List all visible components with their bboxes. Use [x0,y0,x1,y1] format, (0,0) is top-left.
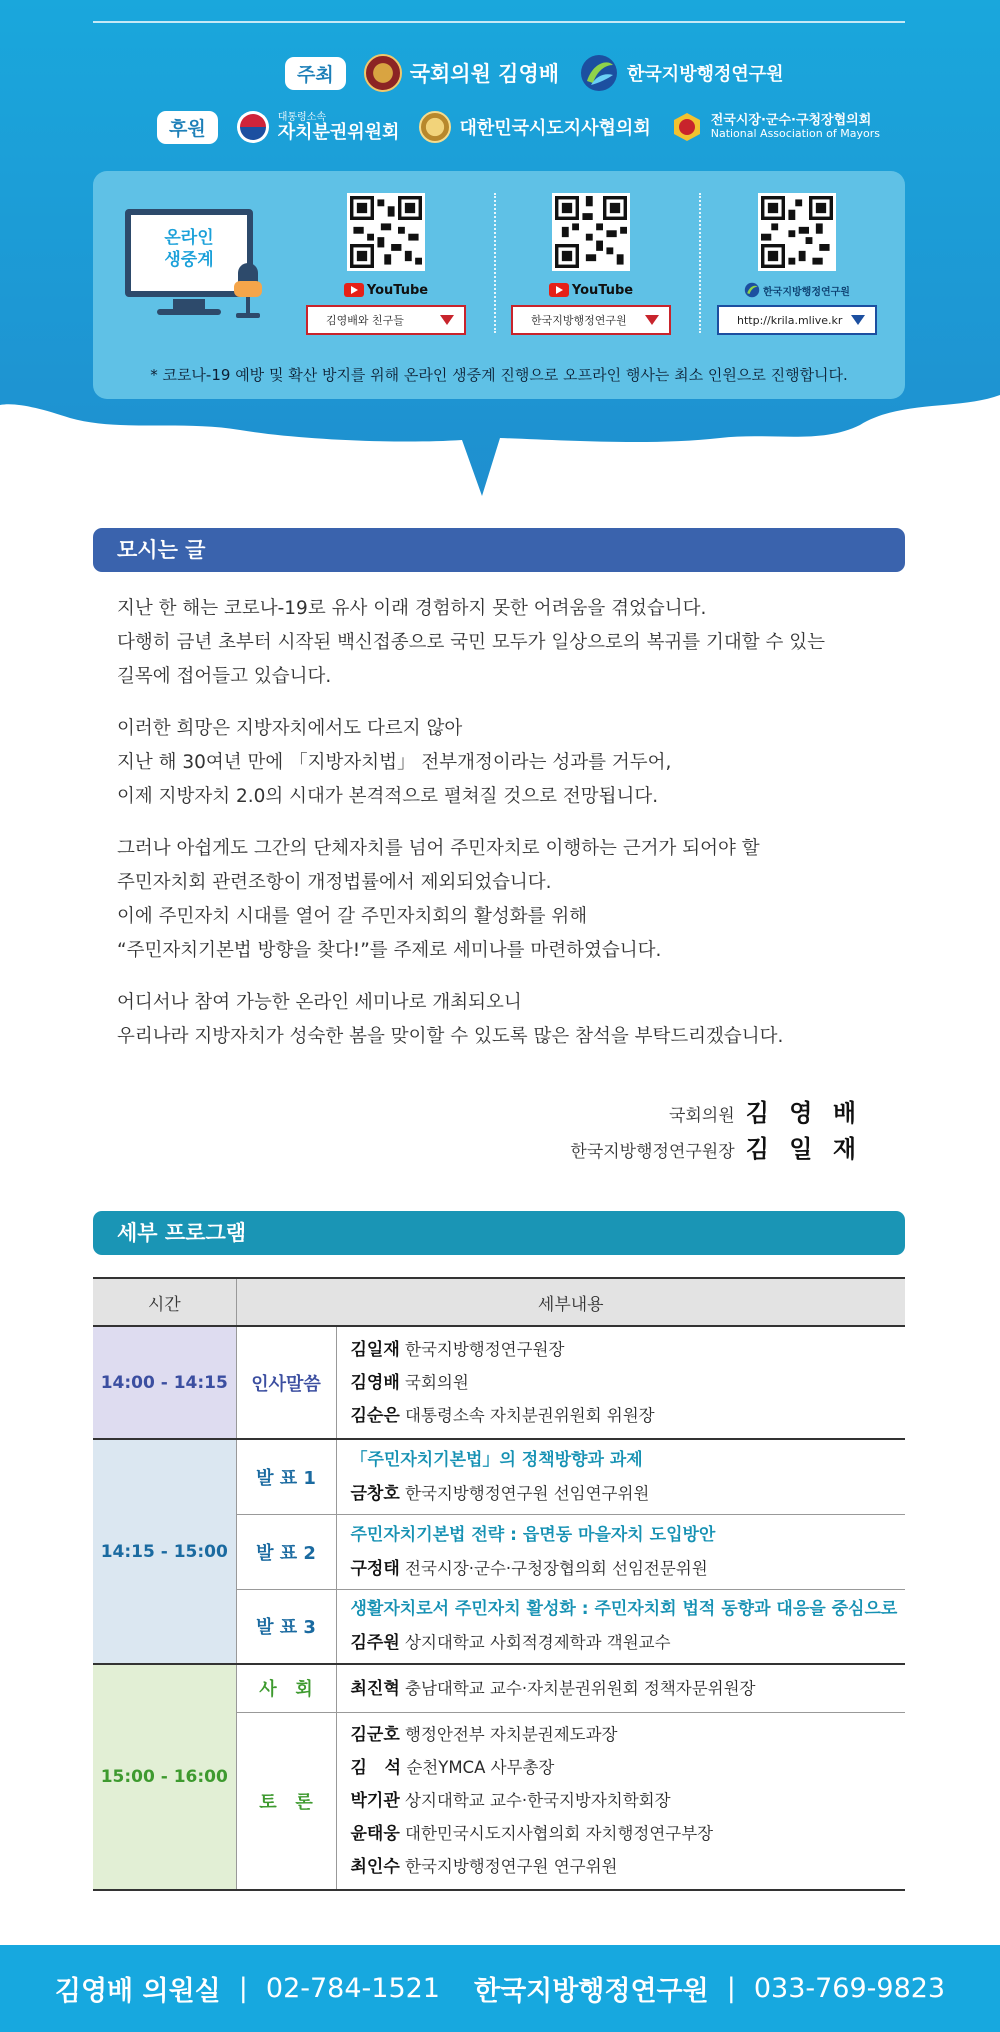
youtube-icon [344,283,364,297]
column-header-detail: 세부내용 [236,1278,905,1326]
time-cell: 15:00 - 16:00 [93,1664,236,1890]
invitation-paragraph: 그러나 아쉽게도 그간의 단체자치를 넘어 주민자치로 이행하는 근거가 되어야 할 주민자치회 관련조항이 개정법률에서 제외되었습니다. 이에 주민자치 시대를 열어 갈 주민자치회의 활성화를 위해 “주민자치기본법 방향을 찾다!”를 주제로 세미나를 마련하였습니다. [117,838,760,961]
program-heading: 세부 프로그램 [93,1211,905,1255]
host-krila: 한국지방행정연구원 [579,53,784,93]
session-detail: 생활자치로서 주민자치 활성화 : 주민자치회 법적 동향과 대응을 중심으로 김주원 상지대학교 사회적경제학과 객원교수 [336,1589,905,1664]
chevron-down-icon [440,315,454,325]
host-tag: 주최 [285,57,346,90]
online-live-monitor: 온라인 생중계 [125,209,253,297]
table-row [93,1326,905,1439]
signature-assemblyman: 국회의원 김 영 배 [668,1099,862,1127]
sponsor-committee: 대통령소속 자치분권위원회 [236,110,400,144]
time-cell: 14:00 - 14:15 [93,1326,236,1439]
sponsor-tag: 후원 [157,111,218,144]
channel-dropdown-1[interactable]: 김영배와 친구들 [306,305,466,335]
column-header-time: 시간 [93,1278,236,1326]
channel-krila-youtube: YouTube 한국지방행정연구원 [511,193,671,335]
chevron-down-icon [645,315,659,325]
session-detail: 김일재 한국지방행정연구원장 김영배 국회의원 김순은 대통령소속 자치분권위원회 위원장 [336,1326,905,1439]
sponsor-mayors: 전국시장·군수·구청장협의회 National Association of Mayors [671,111,880,143]
channel-dropdown-2[interactable]: 한국지방행정연구원 [511,305,671,335]
channel-krila-mlive: 한국지방행정연구원 http://krila.mlive.kr [717,193,877,335]
session-type: 발 표 1 [236,1439,336,1514]
table-header-row [93,1278,905,1326]
invitation-heading: 모시는 글 [93,528,905,572]
qr-code-icon[interactable] [347,193,425,271]
chevron-down-icon [851,315,865,325]
event-banner [0,0,1000,500]
session-type: 토 론 [236,1712,336,1890]
contact-phone-2[interactable]: 033-769-9823 [753,1973,946,2004]
youtube-icon [549,283,569,297]
host-assembly: 국회의원 김영배 [364,54,559,92]
session-type: 사 회 [236,1664,336,1712]
qr-code-icon[interactable] [552,193,630,271]
signature-institute-president: 한국지방행정연구원장 김 일 재 [570,1135,862,1163]
decentralization-committee-logo-icon [236,110,270,144]
program-table [93,1277,905,1891]
session-type: 발 표 2 [236,1514,336,1589]
contact-org-2: 한국지방행정연구원 [473,1976,709,2007]
invitation-letter [117,592,897,1072]
table-row [93,1664,905,1712]
host-row [285,52,804,94]
contact-org-1: 김영배 의원실 [54,1976,221,2007]
top-divider [93,21,905,23]
governors-association-logo-icon [419,111,451,143]
qr-code-icon[interactable] [758,193,836,271]
session-detail: 김군호 행정안전부 자치분권제도과장 김 석 순천YMCA 사무총장 박기관 상지대학교 교수·한국지방자치학회장 윤태웅 대한민국시도지사협의회 자치행정연구부장 최인수 한국지방행정연구원 연구위원 [336,1712,905,1890]
krila-logo-icon [744,282,760,298]
contact-footer: 김영배 의원실 | 02-784-1521 한국지방행정연구원 | 033-769-9823 [0,1945,1000,2032]
national-assembly-seal-icon [364,54,402,92]
time-cell: 14:15 - 15:00 [93,1439,236,1664]
krila-logo-icon [579,53,619,93]
table-row [93,1439,905,1514]
mayors-association-logo-icon [671,111,703,143]
invitation-paragraph: 지난 한 해는 코로나-19로 유사 이래 경험하지 못한 어려움을 겪었습니다. 다행히 금년 초부터 시작된 백신접종으로 국민 모두가 일상으로의 복귀를 기대할 수 있는 길목에 접어들고 있습니다. [117,598,826,687]
sponsor-governors: 대한민국시도지사협의회 [419,111,650,143]
invitation-paragraph: 이러한 희망은 지방자치에서도 다르지 않아 지난 해 30여년 만에 「지방자치법」 전부개정이라는 성과를 거두어, 이제 지방자치 2.0의 시대가 본격적으로 펼쳐질 것으로 전망됩니다. [117,718,672,807]
microphone-icon [230,261,266,323]
session-type: 발 표 3 [236,1589,336,1664]
channel-dropdown-3[interactable]: http://krila.mlive.kr [717,305,877,335]
invitation-paragraph: 어디서나 참여 가능한 온라인 세미나로 개최되오니 우리나라 지방자치가 성숙한 봄을 맞이할 수 있도록 많은 참석을 부탁드리겠습니다. [117,992,784,1047]
contact-phone-1[interactable]: 02-784-1521 [265,1973,440,2004]
session-detail: 주민자치기본법 전략 : 읍면동 마을자치 도입방안 구정태 전국시장·군수·구청장협의회 선임전문위원 [336,1514,905,1589]
channel-kim-youngbae: YouTube 김영배와 친구들 [306,193,466,335]
covid-notice: * 코로나-19 예방 및 확산 방지를 위해 온라인 생중계 진행으로 오프라인 행사는 최소 인원으로 진행합니다. [150,366,848,384]
session-detail: 최진혁 충남대학교 교수·자치분권위원회 정책자문위원장 [336,1664,905,1712]
session-detail: 「주민자치기본법」의 정책방향과 과제 금창호 한국지방행정연구원 선임연구위원 [336,1439,905,1514]
sponsor-row [157,106,900,148]
session-type: 인사말씀 [236,1326,336,1439]
live-stream-panel [93,171,905,399]
